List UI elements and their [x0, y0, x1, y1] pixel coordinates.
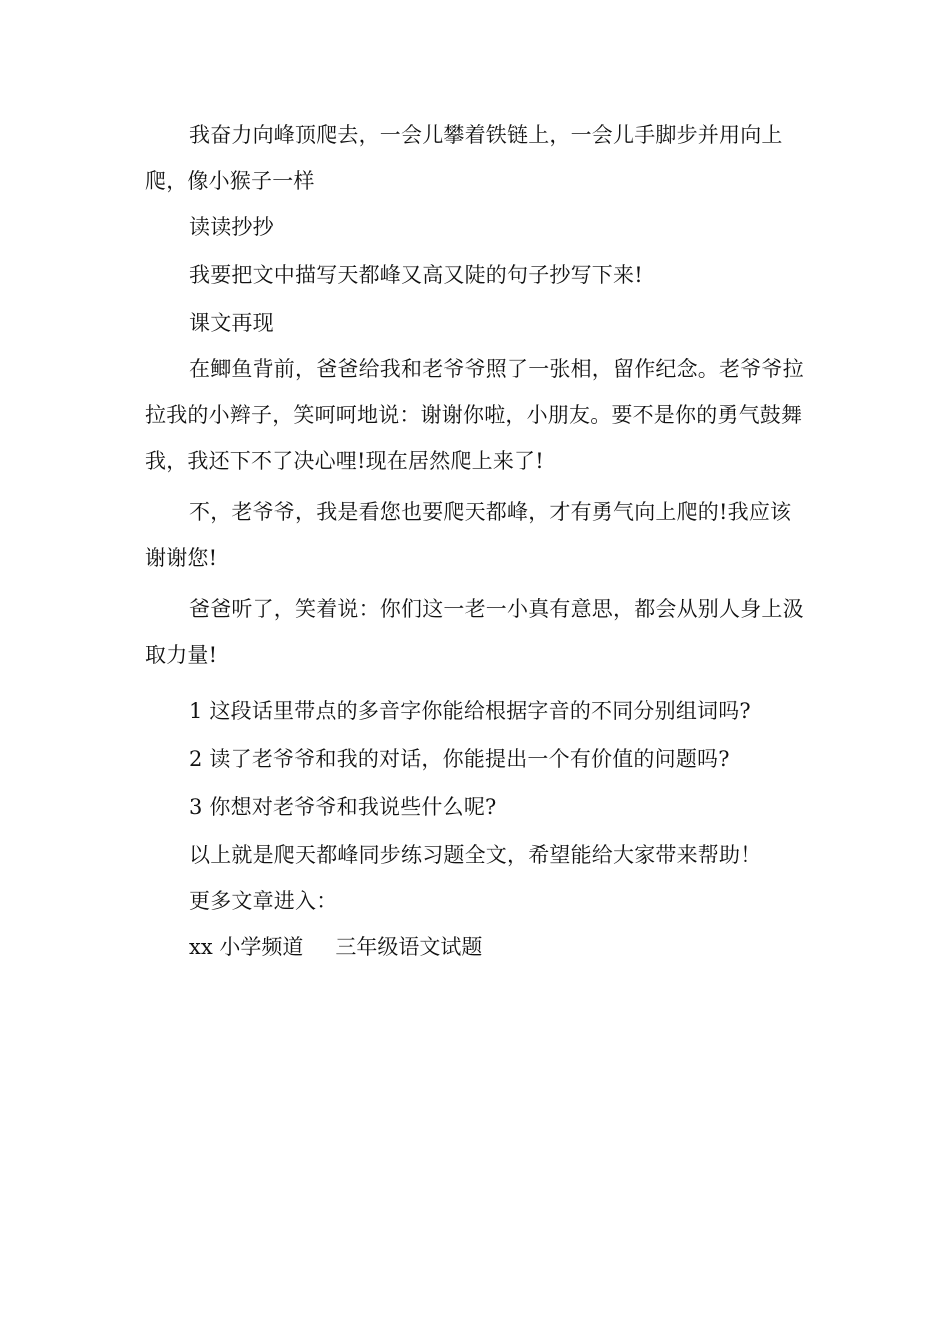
question-1: 1 这段话里带点的多音字你能给根据字音的不同分别组词吗?: [189, 699, 751, 723]
heading-read-copy: 读读抄抄: [189, 215, 274, 239]
related-links: [145, 924, 810, 970]
question-2: 2 读了老爷爷和我的对话，你能提出一个有价值的问题吗?: [189, 747, 730, 771]
question-3: 3 你想对老爷爷和我说些什么呢?: [189, 795, 497, 819]
paragraph-copy-task: 我要把文中描写天都峰又高又陡的句子抄写下来!: [189, 263, 643, 287]
paragraph-father: 爸爸听了，笑着说：你们这一老一小真有意思，都会从别人身上汲取力量!: [145, 597, 804, 667]
link-grade3-chinese-tests[interactable]: 三年级语文试题: [335, 935, 483, 959]
heading-text-review: 课文再现: [189, 311, 274, 335]
link-primary-channel[interactable]: xx 小学频道: [189, 935, 304, 959]
closing-text: 以上就是爬天都峰同步练习题全文，希望能给大家带来帮助！: [189, 843, 762, 867]
document-body: [145, 112, 810, 970]
more-articles-label: 更多文章进入：: [189, 889, 338, 913]
paragraph-photo: 在鲫鱼背前，爸爸给我和老爷爷照了一张相，留作纪念。老爷爷拉拉我的小辫子，笑呵呵地说：谢谢你啦，小朋友。要不是你的勇气鼓舞我，我还下不了决心哩!现在居然爬上来了!: [145, 357, 804, 473]
paragraph-climbing: 我奋力向峰顶爬去，一会儿攀着铁链上，一会儿手脚步并用向上爬，像小猴子一样: [145, 123, 783, 193]
paragraph-reply: 不，老爷爷，我是看您也要爬天都峰，才有勇气向上爬的!我应该谢谢您!: [145, 500, 792, 570]
